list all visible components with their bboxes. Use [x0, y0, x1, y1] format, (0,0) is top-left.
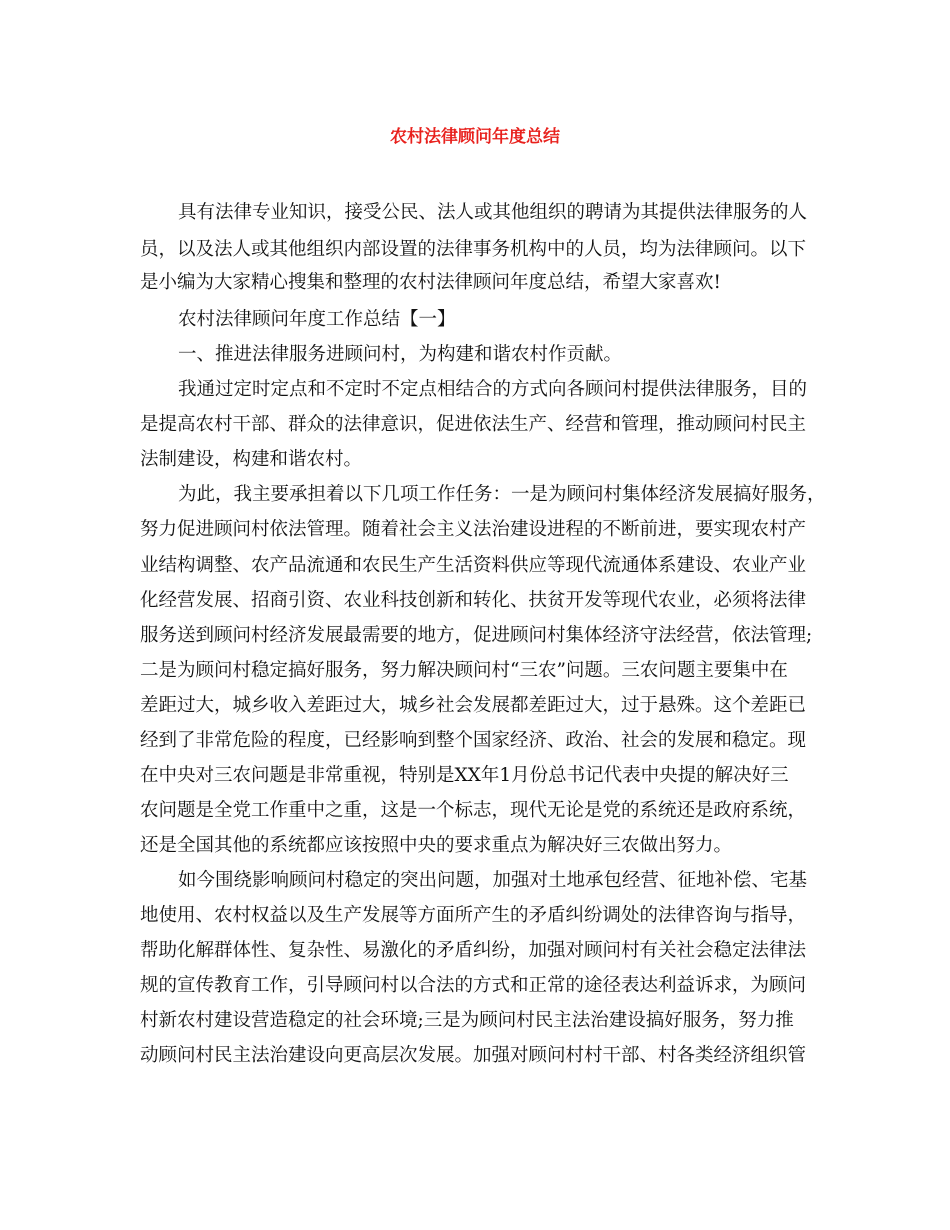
paragraph-line: 二是为顾问村稳定搞好服务，努力解决顾问村“三农”问题。三农问题主要集中在	[140, 660, 788, 681]
paragraph-line: 法制建设，构建和谐农村。	[140, 449, 363, 470]
paragraph-line: 员，以及法人或其他组织内部设置的法律事务机构中的人员，均为法律顾问。以下	[140, 239, 807, 260]
paragraph-line: 是提高农村干部、群众的法律意识，促进依法生产、经营和管理，推动顾问村民主	[140, 414, 807, 435]
paragraph-line: 化经营发展、招商引资、农业科技创新和转化、扶贫开发等现代农业，必须将法律	[140, 590, 807, 611]
paragraph-line: 是小编为大家精心搜集和整理的农村法律顾问年度总结，希望大家喜欢!	[140, 272, 721, 293]
paragraph-line: 农问题是全党工作重中之重，这是一个标志，现代无论是党的系统还是政府系统，	[140, 800, 807, 821]
paragraph-line: 业结构调整、农产品流通和农民生产生活资料供应等现代流通体系建设、农业产业	[140, 555, 807, 576]
paragraph-line: 还是全国其他的系统都应该按照中央的要求重点为解决好三农做出努力。	[140, 835, 733, 856]
paragraph-line: 努力促进顾问村依法管理。随着社会主义法治建设进程的不断前进，要实现农村产	[140, 519, 807, 540]
paragraph-line: 如今围绕影响顾问村稳定的突出问题，加强对土地承包经营、征地补偿、宅基	[178, 870, 808, 891]
paragraph-line: 服务送到顾问村经济发展最需要的地方，促进顾问村集体经济守法经营，依法管理;	[140, 625, 813, 646]
paragraph-line: 在中央对三农问题是非常重视，特别是XX年1月份总书记代表中央提的解决好三	[140, 765, 789, 786]
paragraph-line: 村新农村建设营造稳定的社会环境;三是为顾问村民主法治建设搞好服务，努力推	[140, 1010, 794, 1031]
document-title: 农村法律顾问年度总结	[390, 127, 560, 147]
paragraph-line: 我通过定时定点和不定时不定点相结合的方式向各顾问村提供法律服务，目的	[178, 379, 808, 400]
paragraph-line: 为此，我主要承担着以下几项工作任务：一是为顾问村集体经济发展搞好服务，	[178, 484, 826, 505]
paragraph-line: 帮助化解群体性、复杂性、易激化的矛盾纠纷，加强对顾问村有关社会稳定法律法	[140, 940, 807, 961]
paragraph-line: 具有法律专业知识，接受公民、法人或其他组织的聘请为其提供法律服务的人	[178, 202, 808, 223]
section-heading: 农村法律顾问年度工作总结【一】	[178, 309, 456, 330]
paragraph-line: 差距过大，城乡收入差距过大，城乡社会发展都差距过大，过于悬殊。这个差距已	[140, 695, 807, 716]
paragraph-line: 经到了非常危险的程度，已经影响到整个国家经济、政治、社会的发展和稳定。现	[140, 730, 807, 751]
subsection-heading: 一、推进法律服务进顾问村，为构建和谐农村作贡献。	[178, 344, 623, 365]
paragraph-line: 地使用、农村权益以及生产发展等方面所产生的矛盾纠纷调处的法律咨询与指导，	[140, 905, 807, 926]
paragraph-line: 动顾问村民主法治建设向更高层次发展。加强对顾问村村干部、村各类经济组织管	[140, 1045, 807, 1066]
paragraph-line: 规的宣传教育工作，引导顾问村以合法的方式和正常的途径表达利益诉求，为顾问	[140, 975, 807, 996]
